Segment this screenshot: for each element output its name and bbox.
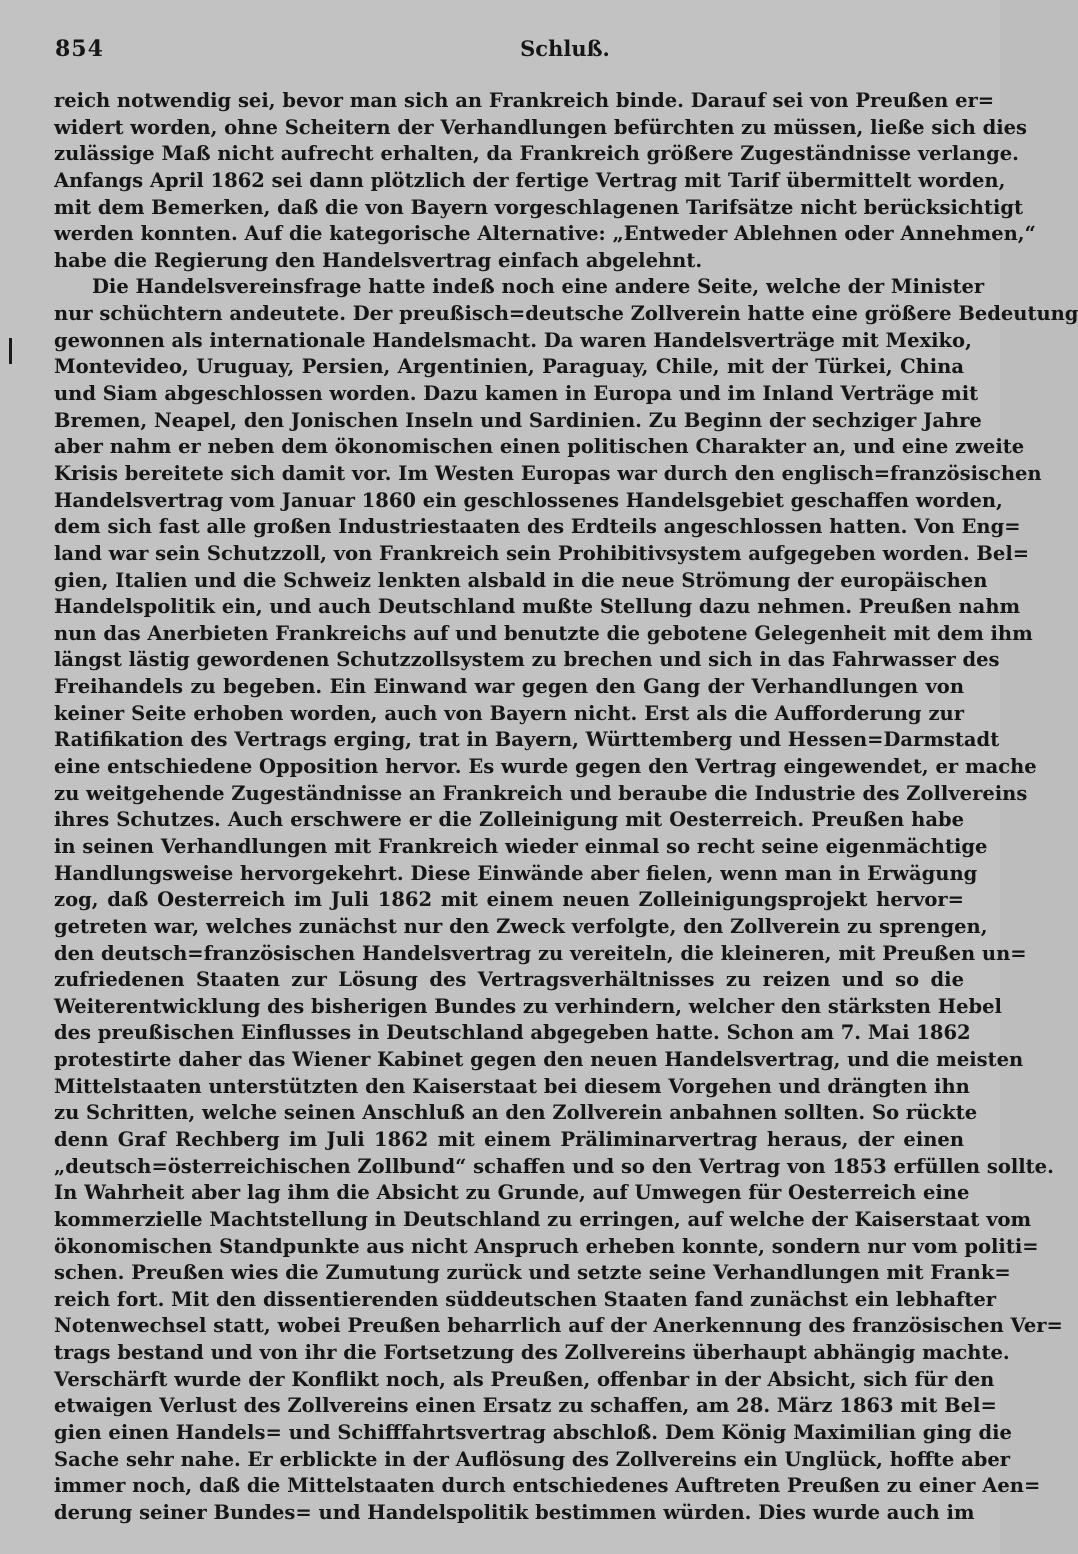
text-line: in seinen Verhandlungen mit Frankreich wieder einmal so recht seine eigenmächtige [54,834,988,858]
page-number: 854 [55,36,104,62]
page-header [55,36,960,66]
text-line: gien, Italien und die Schweiz lenkten alsbald in die neue Strömung der europäischen [54,568,988,592]
text-line: ökonomischen Standpunkte aus nicht Anspruch erheben konnte, sondern nur vom politi= [54,1234,1039,1258]
text-line: immer noch, daß die Mittelstaaten durch entschiedenes Auftreten Preußen zu einer Aen= [54,1474,1041,1498]
text-line: widert worden, ohne Scheitern der Verhandlungen befürchten zu müssen, ließe sich dies [54,115,1028,139]
text-line: aber nahm er neben dem ökonomischen einen politischen Charakter an, und eine zweite [54,435,1025,459]
text-line: gewonnen als internationale Handelsmacht. Da waren Handelsverträge mit Mexiko, [54,328,972,352]
text-line: Mittelstaaten unterstützten den Kaiserstaat bei diesem Vorgehen und drängten ihn [54,1074,970,1098]
text-line: Die Handelsvereinsfrage hatte indeß noch eine andere Seite, welche der Minister [92,275,985,299]
text-line: nur schüchtern andeutete. Der preußisch=deutsche Zollverein hatte eine größere Bedeutung [54,302,1078,326]
text-line: etwaigen Verlust des Zollvereins einen Ersatz zu schaffen, am 28. März 1863 mit Bel= [54,1394,997,1418]
text-line: „deutsch=österreichischen Zollbund“ schaffen und so den Vertrag von 1853 erfüllen sollte. [54,1154,1054,1178]
text-line: reich fort. Mit den dissentierenden süddeutschen Staaten fand zunächst ein lebhafter [54,1287,997,1311]
text-line: reich notwendig sei, bevor man sich an Frankreich binde. Darauf sei von Preußen er= [54,89,995,112]
text-line: In Wahrheit aber lag ihm die Absicht zu Grunde, auf Umwegen für Oesterreich eine [54,1181,970,1205]
text-line: und Siam abgeschlossen worden. Dazu kamen in Europa und im Inland Verträge mit [54,382,979,406]
body-text [54,88,1078,1553]
text-line: schen. Preußen wies die Zumutung zurück und setzte seine Verhandlungen mit Frank= [54,1261,1011,1285]
text-line: zufriedenen Staaten zur Lösung des Vertragsverhältnisses zu reizen und so die [54,968,964,992]
text-line: zu Schritten, welche seinen Anschluß an den Zollverein anbahnen sollten. So rückte [54,1101,978,1125]
text-line: derung seiner Bundes= und Handelspolitik bestimmen würden. Dies wurde auch im [54,1500,975,1524]
text-line: dem sich fast alle großen Industriestaaten des Erdteils angeschlossen hatten. Von Eng= [54,515,1021,539]
text-line: zulässige Maß nicht aufrecht erhalten, da Frankreich größere Zugeständnisse verlange. [54,142,1019,166]
text-line: Handlungsweise hervorgekehrt. Diese Einwände aber fielen, wenn man in Erwägung [54,861,978,885]
text-line: Krisis bereitete sich damit vor. Im Westen Europas war durch den englisch=französischen [54,461,1042,485]
text-line: ihres Schutzes. Auch erschwere er die Zolleinigung mit Oesterreich. Preußen habe [54,808,964,832]
text-line: werden konnten. Auf die kategorische Alternative: „Entweder Ablehnen oder Annehmen,“ [54,222,1036,246]
text-line: trags bestand und von ihr die Fortsetzung des Zollvereins überhaupt abhängig machte. [54,1341,1010,1365]
text-line: land war sein Schutzzoll, von Frankreich sein Prohibitivsystem aufgegeben worden. Bel= [54,541,1030,565]
text-line: Montevideo, Uruguay, Persien, Argentinien, Paraguay, Chile, mit der Türkei, China [54,355,964,379]
text-line: Verschärft wurde der Konflikt noch, als Preußen, offenbar in der Absicht, sich für den [54,1367,995,1391]
text-line: habe die Regierung den Handelsvertrag einfach abgelehnt. [54,248,703,272]
text-line: Freihandels zu begeben. Ein Einwand war gegen den Gang der Verhandlungen von [54,675,964,699]
text-line: Notenwechsel statt, wobei Preußen beharrlich auf der Anerkennung des französischen Ver= [54,1314,1063,1338]
text-line: zog, daß Oesterreich im Juli 1862 mit einem neuen Zolleinigungsprojekt hervor= [54,888,964,912]
text-line: eine entschiedene Opposition hervor. Es wurde gegen den Vertrag eingewendet, er mache [54,755,1037,779]
text-line: kommerzielle Machtstellung in Deutschland zu erringen, auf welche der Kaiserstaat vom [54,1207,1032,1231]
margin-mark [9,338,12,364]
text-line: getreten war, welches zunächst nur den Zweck verfolgte, den Zollverein zu sprengen, [54,914,988,938]
text-line: Ratifikation des Vertrags erging, trat in Bayern, Württemberg und Hessen=Darmstadt [54,728,1000,752]
text-line: mit dem Bemerken, daß die von Bayern vorgeschlagenen Tarifsätze nicht berücksichtigt [54,195,1024,219]
text-line: zu weitgehende Zugeständnisse an Frankreich und beraube die Industrie des Zollvereins [54,781,1028,805]
text-line: längst lästig gewordenen Schutzzollsystem zu brechen und sich in das Fahrwasser des [54,648,1000,672]
text-line: des preußischen Einflusses in Deutschland abgegeben hatte. Schon am 7. Mai 1862 [54,1021,971,1045]
text-line: Handelspolitik ein, und auch Deutschland mußte Stellung dazu nehmen. Preußen nahm [54,595,1021,619]
running-title: Schluß. [520,36,610,61]
text-line: denn Graf Rechberg im Juli 1862 mit einem Präliminarvertrag heraus, der einen [54,1127,964,1151]
text-line: Anfangs April 1862 sei dann plötzlich der fertige Vertrag mit Tarif übermittelt worden, [54,168,1006,192]
text-line: Bremen, Neapel, den Jonischen Inseln und Sardinien. Zu Beginn der sechziger Jahre [54,408,982,432]
text-line: protestirte daher das Wiener Kabinet gegen den neuen Handelsvertrag, und die meisten [54,1048,1024,1072]
text-line: gien einen Handels= und Schifffahrtsvertrag abschloß. Dem König Maximilian ging die [54,1421,1012,1445]
text-line: keiner Seite erhoben worden, auch von Bayern nicht. Erst als die Aufforderung zur [54,701,964,725]
text-line: Sache sehr nahe. Er erblickte in der Auflösung des Zollvereins ein Unglück, hoffte aber [54,1447,1011,1471]
text-line: Handelsvertrag vom Januar 1860 ein geschlossenes Handelsgebiet geschaffen worden, [54,488,1003,512]
text-line: nun das Anerbieten Frankreichs auf und benutzte die gebotene Gelegenheit mit dem ihm [54,621,1033,645]
text-line [54,1527,964,1554]
text-line: Weiterentwicklung des bisherigen Bundes zu verhindern, welcher den stärksten Hebel [54,994,1002,1018]
text-line: den deutsch=französischen Handelsvertrag zu vereiteln, die kleineren, mit Preußen un= [54,941,1027,965]
